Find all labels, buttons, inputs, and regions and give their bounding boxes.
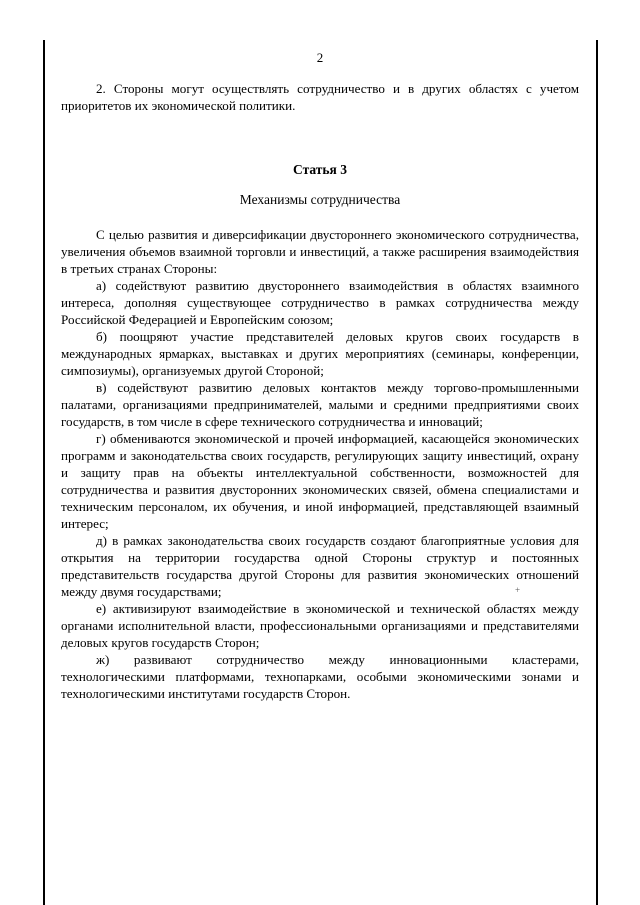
article-subtitle: Механизмы сотрудничества: [239, 192, 401, 207]
list-item-a: а) содействуют развитию двустороннего взаимодействия в областях взаимного интереса, дополняя существующее сотрудничество в рамках сотрудничества между Российской Федерацией и Европейским союзом;: [61, 278, 579, 327]
left-margin-line: [43, 40, 45, 905]
article-title: Статья 3: [293, 162, 347, 177]
list-item-d: д) в рамках законодательства своих государств создают благоприятные условия для открытия на территории государства одной Стороны структур и постоянных представительств государства другой Стороны для развития экономических отношений между двумя государствами;: [61, 533, 579, 599]
margin-mark: +: [515, 585, 521, 595]
intro-paragraph: 2. Стороны могут осуществлять сотрудничество и в других областях с учетом приоритетов их экономической политики.: [61, 81, 579, 113]
list-item-zh: ж) развивают сотрудничество между инновационными кластерами, технологическими платформами, технопарками, особыми экономическими зонами и технологическими институтами государств Сторон.: [61, 652, 579, 701]
right-margin-line: [596, 40, 598, 905]
list-item-e: е) активизируют взаимодействие в экономической и технической областях между органами исполнительной власти, профессиональными организациями и представителями деловых кругов государств Сторон;: [61, 601, 579, 650]
page-number: 2: [316, 50, 324, 65]
list-item-b: б) поощряют участие представителей деловых кругов своих государств в международных ярмарках, выставках и других мероприятиях (семинары, конференции, симпозиумы), организуемых другой Стороной;: [61, 329, 579, 378]
document-body: [61, 80, 579, 702]
article-lead-paragraph: С целью развития и диверсификации двустороннего экономического сотрудничества, увеличения объемов взаимной торговли и инвестиций, а также расширения взаимодействия в третьих странах Стороны:: [61, 227, 579, 276]
list-item-g: г) обмениваются экономической и прочей информацией, касающейся экономических программ и законодательства своих государств, регулирующих защиту инвестиций, охрану и защиту прав на объекты интеллектуальной собственности, возможностей для сотрудничества и развития двусторонних экономических связей, обмена специалистами и техническим персоналом, их обучения, и иной информацией, представляющей взаимный интерес;: [61, 431, 579, 531]
list-item-v: в) содействуют развитию деловых контактов между торгово-промышленными палатами, организациями предпринимателей, малыми и средними предприятиями своих государств, в том числе в сфере технического сотрудничества и инноваций;: [61, 380, 579, 429]
